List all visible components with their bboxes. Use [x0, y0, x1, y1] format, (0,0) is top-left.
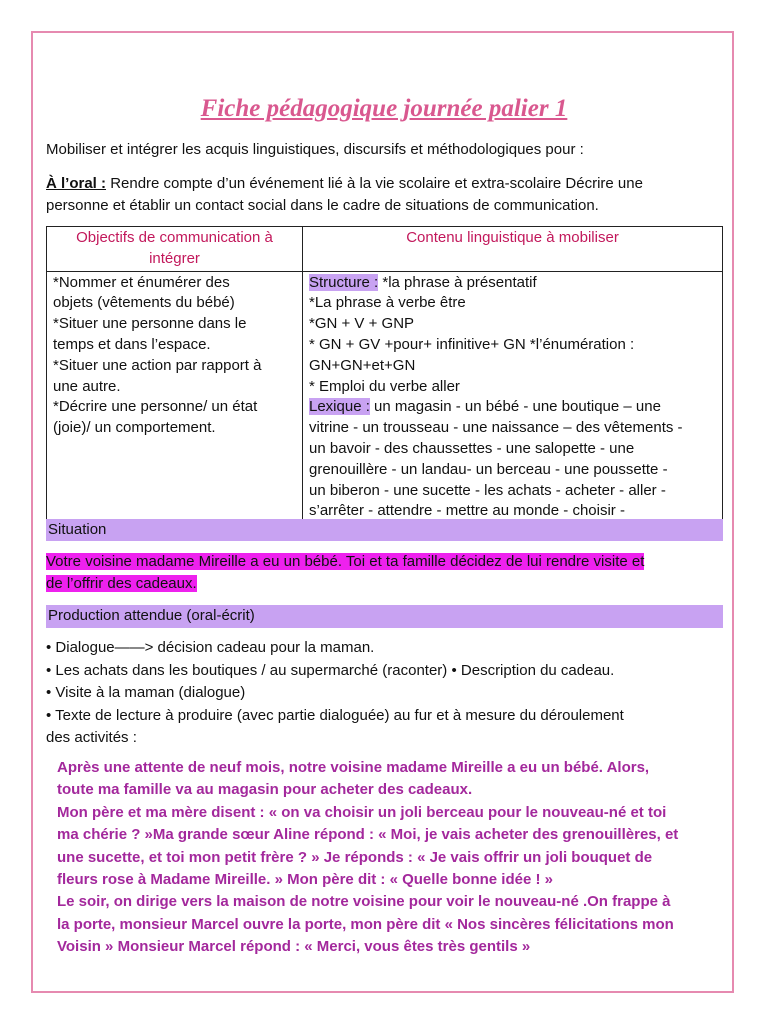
bullet-item: • Les achats dans les boutiques / au supermarché (raconter) • Description du cadeau.: [46, 661, 615, 679]
objectif-line: temps et dans l’espace.: [53, 335, 211, 353]
objectif-line: objets (vêtements du bébé): [53, 294, 235, 312]
intro-paragraph: Mobiliser et intégrer les acquis linguistiques, discursifs et méthodologiques pour :: [46, 141, 584, 158]
lexique-item: grenouillère - un landau- un berceau - une poussette -: [309, 460, 668, 478]
structure-first: *la phrase à présentatif: [378, 273, 537, 291]
header-objectifs: Objectifs de communication à intégrer: [47, 227, 303, 272]
contenu-cell: [303, 271, 723, 524]
lexique-label: Lexique :: [309, 398, 370, 416]
story-line: Le soir, on dirige vers la maison de notre voisine pour voir le nouveau-né .On frappe à: [57, 893, 671, 911]
situation-line: Votre voisine madame Mireille a eu un bébé. Toi et ta famille décidez de lui rendre visite et: [46, 553, 645, 570]
objectif-line: *Décrire une personne/ un état: [53, 398, 258, 416]
production-bullets: [46, 637, 726, 750]
story-line: la porte, monsieur Marcel ouvre la porte, mon père dit « Nos sincères félicitations mon: [57, 915, 674, 933]
structure-item: * GN + GV +pour+ infinitive+ GN *l’énumération :: [309, 335, 635, 353]
story-line: toute ma famille va au magasin pour acheter des cadeaux.: [57, 781, 473, 799]
story-line: ma chérie ? »Ma grande sœur Aline répond : « Moi, je vais acheter des grenouillères, et: [57, 826, 679, 844]
story-line: Après une attente de neuf mois, notre voisine madame Mireille a eu un bébé. Alors,: [57, 759, 650, 776]
table-row: [47, 271, 723, 524]
lexique-item: s’arrêter - attendre - mettre au monde - choisir -: [309, 502, 625, 520]
story-line: fleurs rose à Madame Mireille. » Mon père dit : « Quelle bonne idée ! »: [57, 871, 553, 889]
story-line: Mon père et ma mère disent : « on va choisir un joli berceau pour le nouveau-né et toi: [57, 803, 667, 821]
lexique-first: un magasin - un bébé - une boutique – une: [369, 398, 661, 416]
structure-line: [309, 273, 716, 294]
structure-item: *GN + V + GNP: [309, 315, 415, 333]
objectives-table: [46, 226, 723, 524]
bullet-item: • Dialogue——> décision cadeau pour la maman.: [46, 639, 375, 656]
objectif-line: *Nommer et énumérer des: [53, 273, 230, 291]
objectif-line: une autre.: [53, 377, 121, 395]
oral-label: À l’oral :: [46, 175, 107, 192]
objectif-line: *Situer une action par rapport à: [53, 356, 262, 374]
oral-line-2: personne et établir un contact social dans le cadre de situations de communication.: [46, 196, 599, 214]
story-line: Voisin » Monsieur Marcel répond : « Merci, vous êtes très gentils »: [57, 938, 531, 956]
header-contenu: Contenu linguistique à mobiliser: [303, 227, 723, 272]
structure-label: Structure :: [309, 273, 379, 291]
structure-item: * Emploi du verbe aller: [309, 377, 460, 395]
bullet-item: • Visite à la maman (dialogue): [46, 684, 246, 701]
lexique-item: vitrine - un trousseau - une naissance – des vêtements -: [309, 419, 683, 437]
lexique-item: un bavoir - des chaussettes - une salopette - une: [309, 439, 635, 457]
structure-item: *La phrase à verbe être: [309, 294, 466, 312]
situation-text: [46, 551, 726, 595]
lexique-item: un biberon - une sucette - les achats - acheter - aller -: [309, 481, 666, 499]
situation-heading: Situation: [46, 519, 723, 541]
table-header-row: [47, 227, 723, 272]
objectifs-cell: [47, 271, 303, 524]
story-text: [57, 757, 722, 959]
bullet-item: • Texte de lecture à produire (avec partie dialoguée) au fur et à mesure du déroulement: [46, 706, 624, 724]
oral-line-1: Rendre compte d’un événement lié à la vie scolaire et extra-scolaire Décrire une: [110, 175, 643, 192]
lexique-line: [309, 397, 716, 418]
bullet-item: des activités :: [46, 729, 137, 746]
objectif-line: *Situer une personne dans le: [53, 315, 247, 333]
situation-line: de l’offrir des cadeaux.: [46, 575, 197, 592]
oral-paragraph: [46, 173, 726, 216]
page-title: Fiche pédagogique journée palier 1: [200, 95, 568, 122]
structure-item: GN+GN+et+GN: [309, 356, 416, 374]
production-heading: Production attendue (oral-écrit): [46, 605, 723, 628]
objectif-line: (joie)/ un comportement.: [53, 419, 216, 437]
story-line: une sucette, et toi mon petit frère ? » Je réponds : « Je vais offrir un joli bouquet de: [57, 848, 653, 866]
